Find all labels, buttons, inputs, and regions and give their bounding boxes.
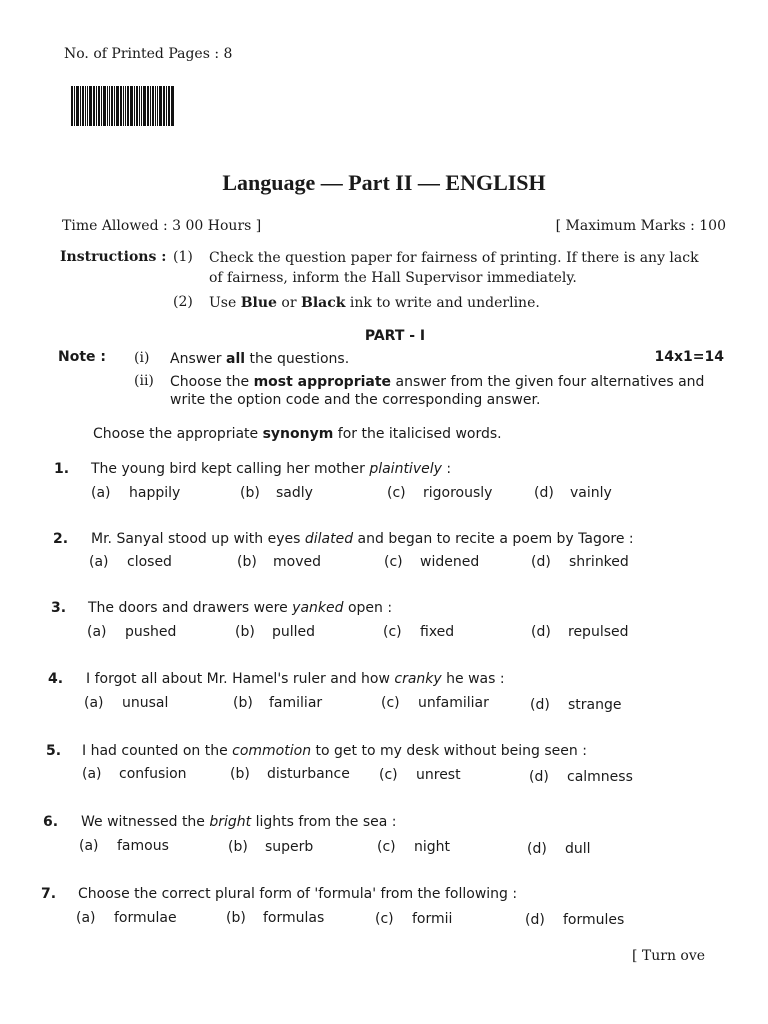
question-number: 2.	[53, 531, 69, 547]
question-text: Choose the correct plural form of 'formula' from the following :	[78, 886, 518, 902]
option-text: disturbance	[267, 766, 350, 782]
option-code: (c)	[375, 911, 394, 927]
option-text: happily	[129, 485, 181, 501]
option-text: moved	[273, 554, 321, 570]
question-text: Mr. Sanyal stood up with eyes dilated and began to recite a poem by Tagore :	[91, 531, 634, 547]
option-code: (a)	[84, 695, 104, 711]
option-code: (d)	[534, 485, 554, 501]
instructions-label: Instructions :	[60, 249, 167, 265]
instruction-number: (2)	[173, 294, 193, 310]
note-number: (ii)	[134, 373, 154, 389]
question-number: 7.	[41, 886, 57, 902]
option-code: (c)	[379, 767, 398, 783]
question-text: I forgot all about Mr. Hamel's ruler and how cranky he was :	[86, 671, 505, 687]
option-code: (c)	[383, 624, 402, 640]
option-code: (c)	[387, 485, 406, 501]
option-code: (b)	[233, 695, 253, 711]
maximum-marks: [ Maximum Marks : 100	[555, 218, 726, 234]
option-text: shrinked	[569, 554, 629, 570]
time-allowed: Time Allowed : 3 00 Hours ]	[62, 218, 262, 234]
question-text: I had counted on the commotion to get to my desk without being seen :	[82, 743, 587, 759]
option-code: (a)	[76, 910, 96, 926]
question-number: 1.	[54, 461, 70, 477]
marks-scheme: 14x1=14	[654, 349, 724, 365]
option-code: (b)	[226, 910, 246, 926]
question-number: 5.	[46, 743, 62, 759]
instruction-text: Use Blue or Black ink to write and underline.	[209, 295, 540, 311]
part-heading: PART - I	[364, 328, 426, 344]
option-code: (a)	[87, 624, 107, 640]
option-code: (b)	[237, 554, 257, 570]
option-text: familiar	[269, 695, 323, 711]
option-code: (a)	[82, 766, 102, 782]
option-text: widened	[420, 554, 480, 570]
option-text: pulled	[272, 624, 316, 640]
instruction-text: Check the question paper for fairness of printing. If there is any lack of fairness, inform the Hall Supervisor immediately.	[209, 250, 699, 286]
option-text: formii	[412, 911, 453, 927]
option-code: (a)	[91, 485, 111, 501]
option-text: confusion	[119, 766, 187, 782]
option-code: (c)	[384, 554, 403, 570]
note-text: Answer all the questions.	[170, 351, 350, 367]
option-text: formulae	[114, 910, 177, 926]
option-text: vainly	[570, 485, 612, 501]
option-text: dull	[565, 841, 591, 857]
option-text: famous	[117, 838, 169, 854]
option-text: strange	[568, 697, 622, 713]
option-code: (d)	[531, 624, 551, 640]
question-number: 6.	[43, 814, 59, 830]
option-code: (b)	[240, 485, 260, 501]
option-text: formules	[563, 912, 625, 928]
option-text: fixed	[420, 624, 455, 640]
option-text: formulas	[263, 910, 325, 926]
question-number: 3.	[51, 600, 67, 616]
instruction-number: (1)	[173, 249, 193, 265]
question-text: We witnessed the bright lights from the sea :	[81, 814, 397, 830]
option-text: closed	[127, 554, 172, 570]
option-code: (b)	[228, 839, 248, 855]
option-code: (b)	[230, 766, 250, 782]
option-text: pushed	[125, 624, 177, 640]
option-code: (d)	[525, 912, 545, 928]
option-text: unusal	[122, 695, 169, 711]
option-text: sadly	[276, 485, 313, 501]
option-code: (d)	[531, 554, 551, 570]
note-label: Note :	[58, 349, 106, 365]
barcode-icon	[71, 86, 189, 126]
paper-title: Language — Part II — ENGLISH	[222, 170, 546, 195]
section-directive: Choose the appropriate synonym for the italicised words.	[93, 426, 502, 442]
option-code: (d)	[527, 841, 547, 857]
option-text: unfamiliar	[418, 695, 489, 711]
option-text: unrest	[416, 767, 461, 783]
option-text: repulsed	[568, 624, 629, 640]
option-code: (c)	[381, 695, 400, 711]
option-text: calmness	[567, 769, 633, 785]
option-text: rigorously	[423, 485, 493, 501]
printed-pages-count: No. of Printed Pages : 8	[64, 46, 233, 62]
option-code: (b)	[235, 624, 255, 640]
option-code: (c)	[377, 839, 396, 855]
note-text: Choose the most appropriate answer from the given four alternatives and write the option code and the corresponding answer.	[170, 374, 705, 408]
question-text: The young bird kept calling her mother plaintively :	[91, 461, 452, 477]
option-code: (d)	[530, 697, 550, 713]
option-text: superb	[265, 839, 314, 855]
option-code: (a)	[89, 554, 109, 570]
note-number: (i)	[134, 350, 150, 366]
question-number: 4.	[48, 671, 64, 687]
option-text: night	[414, 839, 451, 855]
option-code: (d)	[529, 769, 549, 785]
question-text: The doors and drawers were yanked open :	[88, 600, 393, 616]
option-code: (a)	[79, 838, 99, 854]
turn-over-note: [ Turn ove	[632, 948, 706, 964]
